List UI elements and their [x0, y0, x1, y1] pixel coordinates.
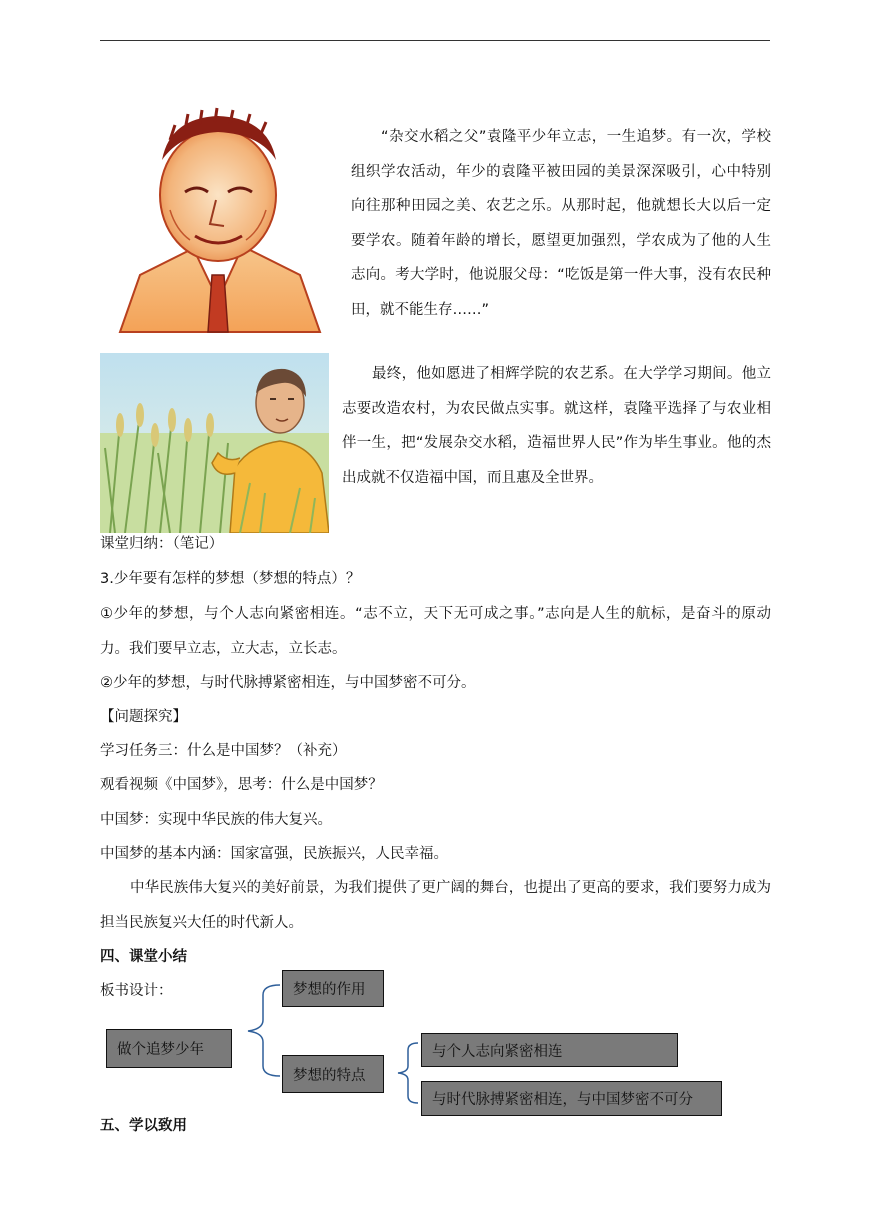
point-1: ①少年的梦想，与个人志向紧密相连。“志不立，天下无可成之事。”志向是人生的航标，是奋斗的原动力。我们要早立志，立大志，立长志。 [100, 606, 771, 657]
board-feature-2-text: 与时代脉搏紧密相连，与中国梦密不可分 [432, 1092, 693, 1108]
point-2: ②少年的梦想，与时代脉搏紧密相连，与中国梦密不可分。 [100, 675, 476, 691]
board-features-box [282, 1055, 384, 1093]
question-3: 3.少年要有怎样的梦想（梦想的特点）？ [100, 571, 361, 587]
board-role-box [282, 970, 384, 1007]
story-paragraph-1: “杂交水稻之父”袁隆平少年立志，一生追梦。有一次，学校组织学农活动，年少的袁隆平被田园的美景深深吸引，心中特别向往那种田园之美、农艺之乐。从那时起，他就想长大以后一定要学农。随着年龄的增长，愿望更加强烈，学农成为了他的人生志向。考大学时，他说服父母：“吃饭是第一件大事，没有农民种田，就不能生存……” [351, 129, 771, 318]
inquiry-heading: 【问题探究】 [100, 709, 187, 725]
china-dream-connotation: 中国梦的基本内涵：国家富强，民族振兴，人民幸福。 [100, 846, 448, 862]
board-features-text: 梦想的特点 [293, 1067, 366, 1084]
story-paragraph-2: 最终，他如愿进了相辉学院的农艺系。在大学学习期间。他立志要改造农村，为农民做点实事。就这样，袁隆平选择了与农业相伴一生，把“发展杂交水稻，造福世界人民”作为毕生事业。他的杰出成就不仅造福中国，而且惠及全世界。 [342, 366, 771, 486]
task-3: 学习任务三：什么是中国梦？（补充） [100, 743, 347, 759]
class-summary-label: 课堂归纳：（笔记） [100, 536, 224, 552]
section-5-heading: 五、学以致用 [100, 1118, 187, 1134]
board-root-text: 做个追梦少年 [117, 1042, 204, 1058]
board-feature-1-box [421, 1033, 678, 1067]
video-prompt: 观看视频《中国梦》，思考：什么是中国梦？ [100, 777, 383, 793]
board-design-label: 板书设计： [100, 983, 173, 999]
closing-paragraph: 中华民族伟大复兴的美好前景，为我们提供了更广阔的舞台，也提出了更高的要求，我们要努力成为担当民族复兴大任的时代新人。 [100, 880, 771, 931]
board-feature-1-text: 与个人志向紧密相连 [432, 1043, 563, 1060]
section-4-heading: 四、课堂小结 [100, 949, 187, 965]
board-role-text: 梦想的作用 [293, 982, 366, 998]
china-dream-definition: 中国梦：实现中华民族的伟大复兴。 [100, 812, 332, 828]
board-feature-2-box [421, 1081, 722, 1116]
board-root-box [106, 1029, 232, 1068]
